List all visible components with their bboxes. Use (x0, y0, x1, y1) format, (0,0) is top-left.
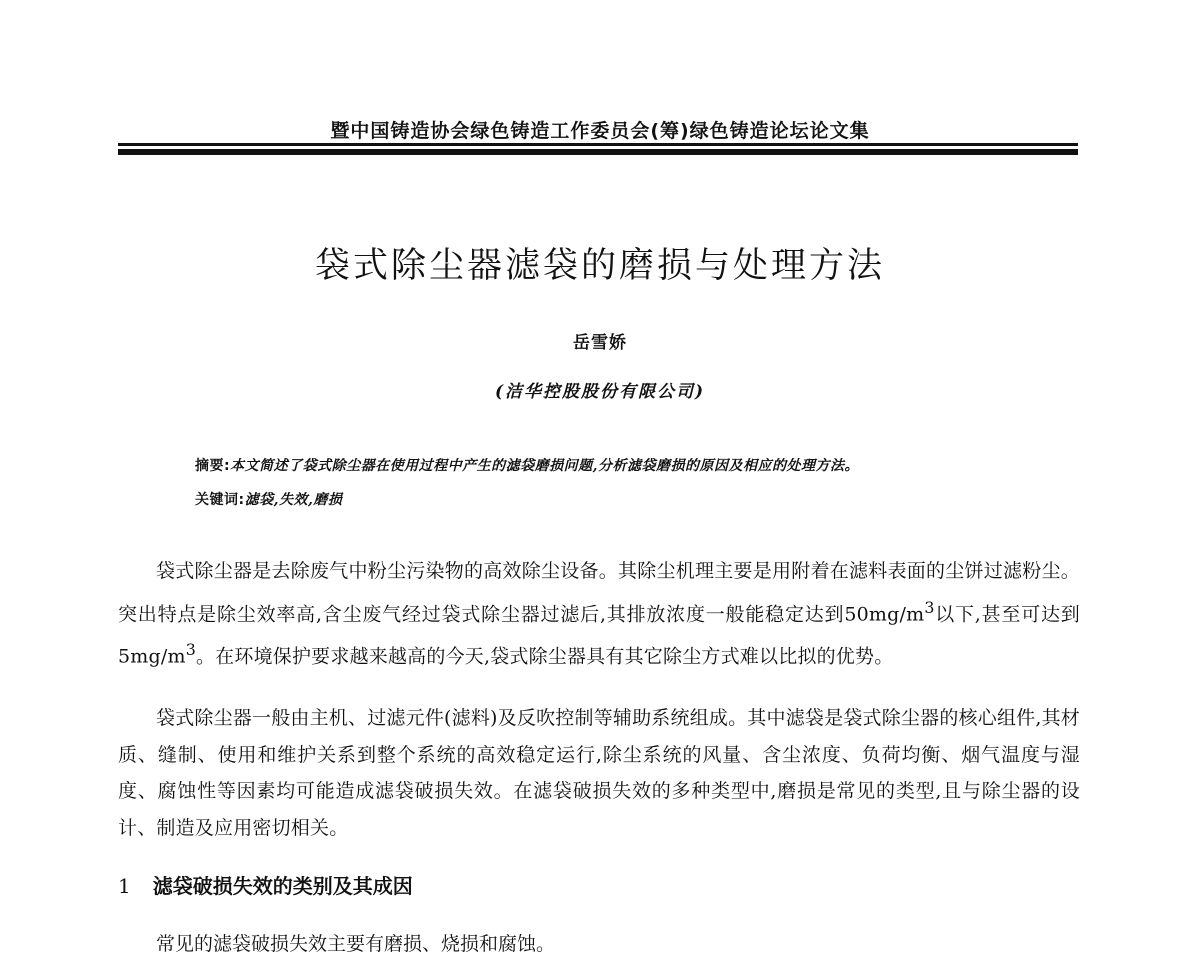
section-title: 滤袋破损失效的类别及其成因 (152, 874, 413, 898)
body-paragraph-3: 常见的滤袋破损失效主要有磨损、烧损和腐蚀。 (156, 933, 556, 955)
body-paragraph-1 (118, 553, 1080, 675)
author-name: 岳雪娇 (573, 333, 627, 353)
para1-part-a: 袋式除尘器是去除废气中粉尘污染物的高效除尘设备。其除尘机理主要是用附着在滤料表面的尘饼过滤粉尘。突出特点是除尘效率高,含尘废气经过袋式除尘器过滤后,其排放浓度一般能稳定达到50mg/m (118, 560, 1080, 625)
abstract-label: 摘要: (195, 458, 231, 474)
keywords-text: 滤袋,失效,磨损 (244, 492, 343, 508)
paper-title: 袋式除尘器滤袋的磨损与处理方法 (314, 246, 885, 286)
abstract (195, 455, 1075, 475)
abstract-text: 本文简述了袋式除尘器在使用过程中产生的滤袋磨损问题,分析滤袋磨损的原因及相应的处理方法。 (230, 458, 859, 474)
section-number: 1 (118, 874, 131, 898)
body-paragraph-2: 袋式除尘器一般由主机、过滤元件(滤料)及反吹控制等辅助系统组成。其中滤袋是袋式除尘器的核心组件,其材质、缝制、使用和维护关系到整个系统的高效稳定运行,除尘系统的风量、含尘浓度、负荷均衡、烟气温度与湿度、腐蚀性等因素均可能造成滤袋破损失效。在滤袋破损失效的多种类型中,磨损是常见的类型,且与除尘器的设计、制造及应用密切相关。 (118, 707, 1080, 839)
para1-superscript-2: 3 (185, 640, 196, 660)
para1-part-b: 以下,甚至可达到5mg/m (118, 602, 1081, 668)
para1-part-c: 。在环境保护要求越来越高的今天,袋式除尘器具有其它除尘方式难以比拟的优势。 (195, 645, 894, 668)
section-heading-1 (118, 870, 413, 899)
keywords-label: 关键词: (195, 492, 245, 508)
author-affiliation: (洁华控股股份有限公司) (494, 382, 706, 402)
para1-superscript-1: 3 (924, 597, 935, 617)
header-rule-thin (118, 143, 1078, 146)
running-header: 暨中国铸造协会绿色铸造工作委员会(筹)绿色铸造论坛论文集 (330, 120, 870, 142)
header-rule-thick (118, 149, 1078, 155)
keywords (195, 489, 1075, 509)
